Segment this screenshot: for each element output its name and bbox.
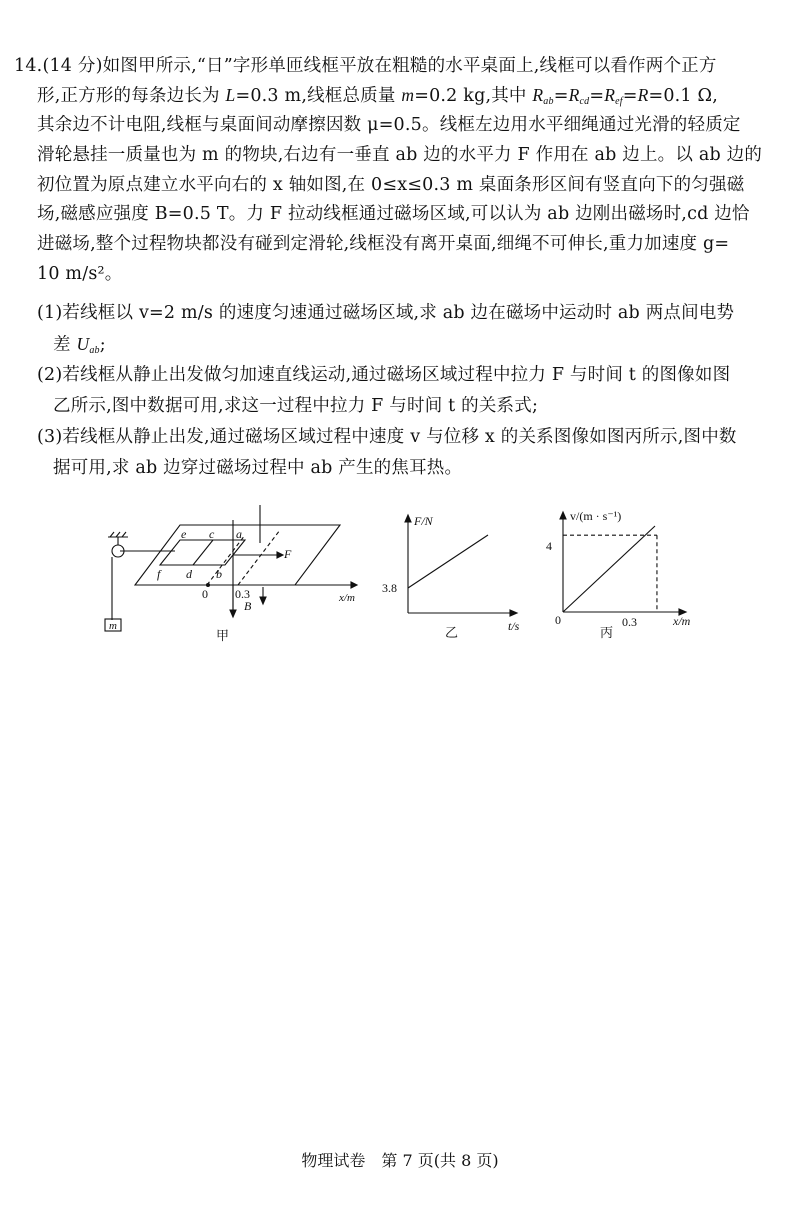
label-xaxis: x/m xyxy=(339,592,355,604)
label-origin: 0 xyxy=(202,587,208,601)
part-1-line-1: 若线框以 v=2 m/s 的速度匀速通过磁场区域,求 ab 边在磁场中运动时 ab 两点间电势 xyxy=(62,303,735,323)
yi-data-line xyxy=(408,535,488,588)
part-2-label: (2) xyxy=(37,365,63,385)
part-3-label: (3) xyxy=(37,427,63,447)
caption-bing: 丙 xyxy=(600,625,614,640)
label-b: b xyxy=(216,567,222,581)
question-number: 14.(14 分)如图甲所示,“日”字形单匝线框平放在粗糙的水平桌面上,线框可以看作两个正方 xyxy=(14,56,717,76)
part-1-line-2: 差 $U_{ab}$; xyxy=(53,334,106,356)
part-3 xyxy=(37,423,737,451)
dashed-x03 xyxy=(238,530,280,585)
label-B: B xyxy=(244,599,252,613)
part-3-line-2: 据可用,求 ab 边穿过磁场过程中 ab 产生的焦耳热。 xyxy=(53,458,463,478)
stem-line-3: 其余边不计电阻,线框与桌面间动摩擦因数 μ=0.5。线框左边用水平细绳通过光滑的轻质定 xyxy=(37,115,741,135)
label-m: m xyxy=(109,620,117,632)
label-f: f xyxy=(157,567,161,581)
part-2 xyxy=(37,361,730,389)
bing-xlabel: x/m xyxy=(673,614,691,628)
part-2-line-1: 若线框从静止出发做匀加速直线运动,通过磁场区域过程中拉力 F 与时间 t 的图像如图 xyxy=(62,365,731,385)
stem-line-5: 初位置为原点建立水平向右的 x 轴如图,在 0≤x≤0.3 m 桌面条形区间有竖直向下的匀强磁 xyxy=(37,175,745,195)
figure-bing xyxy=(530,500,710,650)
stem-line-2: 形,正方形的每条边长为 L=0.3 m,线框总质量 m=0.2 kg,其中 $R_{ab}=R_{cd}=R_{ef}=R=0.1$ Ω, xyxy=(37,85,718,107)
figure-jia xyxy=(95,505,375,655)
yi-xlabel: t/s xyxy=(508,619,520,633)
bing-x-tick: 0.3 xyxy=(622,615,637,629)
label-c: c xyxy=(209,527,215,541)
bing-y-tick: 4 xyxy=(546,539,552,553)
dashed-x0 xyxy=(207,535,245,585)
stem-line-6: 场,磁感应强度 B=0.5 T。力 F 拉动线框通过磁场区域,可以认为 ab 边刚出磁场时,cd 边恰 xyxy=(37,204,750,224)
frame-cd xyxy=(193,540,213,565)
yi-ylabel: F/N xyxy=(414,514,433,528)
part-1-label: (1) xyxy=(37,303,63,323)
part-1 xyxy=(37,299,734,327)
label-d: d xyxy=(186,567,192,581)
part-2-line-2: 乙所示,图中数据可用,求这一过程中拉力 F 与时间 t 的关系式; xyxy=(53,396,539,416)
figure-yi xyxy=(370,505,530,650)
yi-y-tick: 3.8 xyxy=(382,581,397,595)
page-footer: 物理试卷 第 7 页(共 8 页) xyxy=(301,1151,499,1170)
label-e: e xyxy=(181,527,187,541)
stem-line-1: 如图甲所示,“日”字形单匝线框平放在粗糙的水平桌面上,线框可以看作两个正方 xyxy=(102,56,717,76)
stem-line-7: 进磁场,整个过程物块都没有碰到定滑轮,线框没有离开桌面,细绳不可伸长,重力加速度 g= xyxy=(37,234,730,254)
label-03: 0.3 xyxy=(235,587,250,601)
stem-line-8: 10 m/s²。 xyxy=(37,264,123,284)
bing-origin: 0 xyxy=(555,613,561,627)
part-3-line-1: 若线框从静止出发,通过磁场区域过程中速度 v 与位移 x 的关系图像如图丙所示,图中数 xyxy=(62,427,737,447)
bing-data-line xyxy=(563,526,655,612)
caption-jia: 甲 xyxy=(216,628,230,643)
label-F: F xyxy=(284,547,292,561)
caption-yi: 乙 xyxy=(445,625,459,640)
bing-ylabel: v/(m · s⁻¹) xyxy=(570,509,622,523)
label-a: a xyxy=(236,527,242,541)
question-score: (14 分) xyxy=(42,56,103,76)
stem-line-4: 滑轮悬挂一质量也为 m 的物块,右边有一垂直 ab 边的水平力 F 作用在 ab 边上。以 ab 边的 xyxy=(37,145,763,165)
